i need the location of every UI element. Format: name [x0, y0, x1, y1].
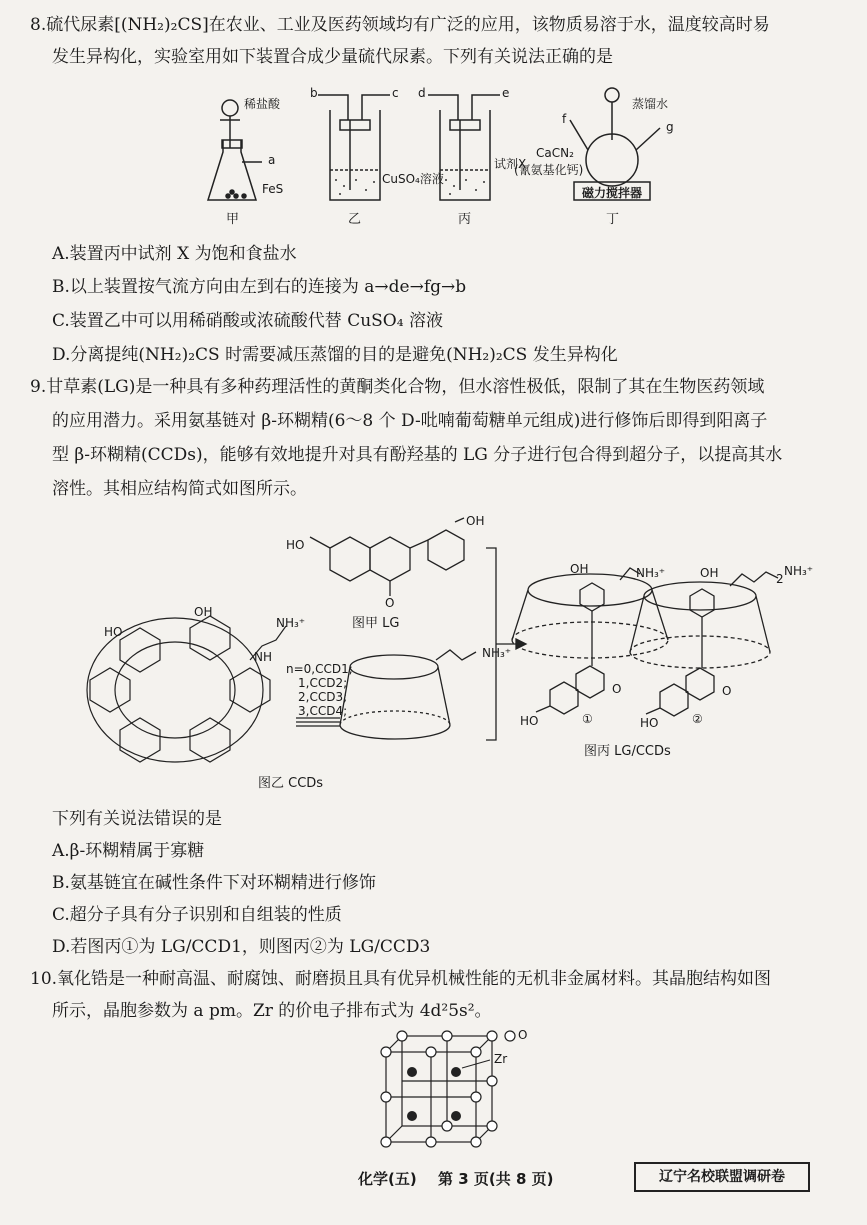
footer-subject: 化学(五)	[358, 1170, 417, 1188]
fig-jia-caption: 图甲 LG	[352, 616, 400, 631]
ding-port-f: f	[562, 112, 567, 126]
ding-port-g: g	[666, 120, 674, 134]
legend-zr-label: Zr	[494, 1052, 508, 1066]
ccd-n-value-4: 3,CCD4;	[298, 704, 348, 718]
complex1-oh-label: OH	[570, 562, 589, 576]
ccd-n-value-1: n=0,CCD1;	[286, 662, 353, 676]
complex2-sub2: 2	[776, 572, 784, 586]
q9-option-b: B.氨基链宜在碱性条件下对环糊精进行修饰	[52, 873, 376, 893]
q9-stem-line1: 9.甘草素(LG)是一种具有多种药理活性的黄酮类化合物，但水溶性极低，限制了其在生物医药领域	[30, 377, 765, 397]
fig-bing-caption: 图丙 LG/CCDs	[584, 744, 671, 759]
jia-caption: 甲	[226, 212, 240, 227]
ccd-ho-label: HO	[104, 625, 123, 639]
cone-nh3-label: NH₃⁺	[482, 646, 512, 660]
yi-port-b: b	[310, 86, 318, 100]
fig-yi-caption: 图乙 CCDs	[258, 776, 324, 791]
q8-stem-line2: 发生异构化，实验室用如下装置合成少量硫代尿素。下列有关说法正确的是	[52, 47, 613, 67]
bing-port-d: d	[418, 86, 426, 100]
jia-solid-label: FeS	[262, 182, 284, 196]
ccd-nh3-label: NH₃⁺	[276, 616, 306, 630]
jia-port-label: a	[268, 153, 276, 167]
q8-option-c: C.装置乙中可以用稀硝酸或浓硫酸代替 CuSO₄ 溶液	[52, 311, 443, 331]
lg-o-label: O	[385, 596, 395, 610]
footer-page-number: 第 3 页(共 8 页)	[438, 1170, 554, 1188]
ding-stirrer-label: 磁力搅拌器	[582, 186, 643, 200]
legend-o-label: O	[518, 1028, 528, 1042]
yi-solution-label: CuSO₄溶液	[382, 172, 444, 186]
ccd-n-value-3: 2,CCD3;	[298, 690, 348, 704]
complex2-o-label: O	[722, 684, 732, 698]
complex1-o-label: O	[612, 682, 622, 696]
ccd-n-value-2: 1,CCD2;	[298, 676, 348, 690]
q9-option-d: D.若图丙①为 LG/CCD1，则图丙②为 LG/CCD3	[52, 937, 431, 957]
q10-stem-line1: 10.氧化锆是一种耐高温、耐腐蚀、耐磨损且具有优异机械性能的无机非金属材料。其晶胞结构如图	[30, 969, 772, 989]
bing-port-e: e	[502, 86, 510, 100]
lg-ho-label: HO	[286, 538, 305, 552]
q8-option-b: B.以上装置按气流方向由左到右的连接为 a→de→fg→b	[52, 277, 467, 297]
footer-brand-box: 辽宁名校联盟调研卷	[634, 1162, 810, 1192]
complex2-mark: ②	[692, 712, 703, 726]
q9-lead: 下列有关说法错误的是	[52, 809, 222, 829]
ccd-oh-label: OH	[194, 605, 213, 619]
ding-reagent-label: 蒸馏水	[632, 97, 669, 111]
complex2-ho-label: HO	[640, 716, 659, 730]
bing-solution-label: 试剂X	[494, 157, 527, 171]
lg-oh-label: OH	[466, 514, 485, 528]
complex2-nh3-label: NH₃⁺	[784, 564, 814, 578]
q8-stem-line1: 8.硫代尿素[(NH₂)₂CS]在农业、工业及医药领域均有广泛的应用，该物质易溶于水，温度较高时易	[30, 15, 770, 35]
q9-option-a: A.β-环糊精属于寡糖	[52, 841, 205, 861]
q9-option-c: C.超分子具有分子识别和自组装的性质	[52, 905, 342, 925]
ccd-nh-label: NH	[254, 650, 272, 664]
bing-caption: 丙	[458, 212, 472, 227]
q9-stem-line2: 的应用潜力。采用氨基链对 β-环糊精(6～8 个 D-吡喃葡萄糖单元组成)进行修饰后即得到阳离子	[52, 411, 768, 431]
yi-port-c: c	[392, 86, 399, 100]
ding-solid-line2: (氰氨基化钙)	[514, 163, 584, 177]
q8-option-d: D.分离提纯(NH₂)₂CS 时需要减压蒸馏的目的是避免(NH₂)₂CS 发生异构化	[52, 345, 618, 365]
jia-reagent-label: 稀盐酸	[244, 97, 281, 111]
complex1-ho-label: HO	[520, 714, 539, 728]
q9-stem-line3: 型 β-环糊精(CCDs)，能够有效地提升对具有酚羟基的 LG 分子进行包合得到超分子，以提高其水	[52, 445, 783, 465]
complex1-mark: ①	[582, 712, 593, 726]
complex1-nh3-label: NH₃⁺	[636, 566, 666, 580]
q10-stem-line2: 所示，晶胞参数为 a pm。Zr 的价电子排布式为 4d²5s²。	[52, 1001, 492, 1021]
ding-solid-line1: CaCN₂	[536, 146, 574, 160]
ding-caption: 丁	[606, 212, 620, 227]
yi-caption: 乙	[348, 212, 362, 227]
q9-stem-line4: 溶性。其相应结构简式如图所示。	[52, 479, 307, 499]
q8-option-a: A.装置丙中试剂 X 为饱和食盐水	[52, 244, 297, 264]
complex2-oh-label: OH	[700, 566, 719, 580]
